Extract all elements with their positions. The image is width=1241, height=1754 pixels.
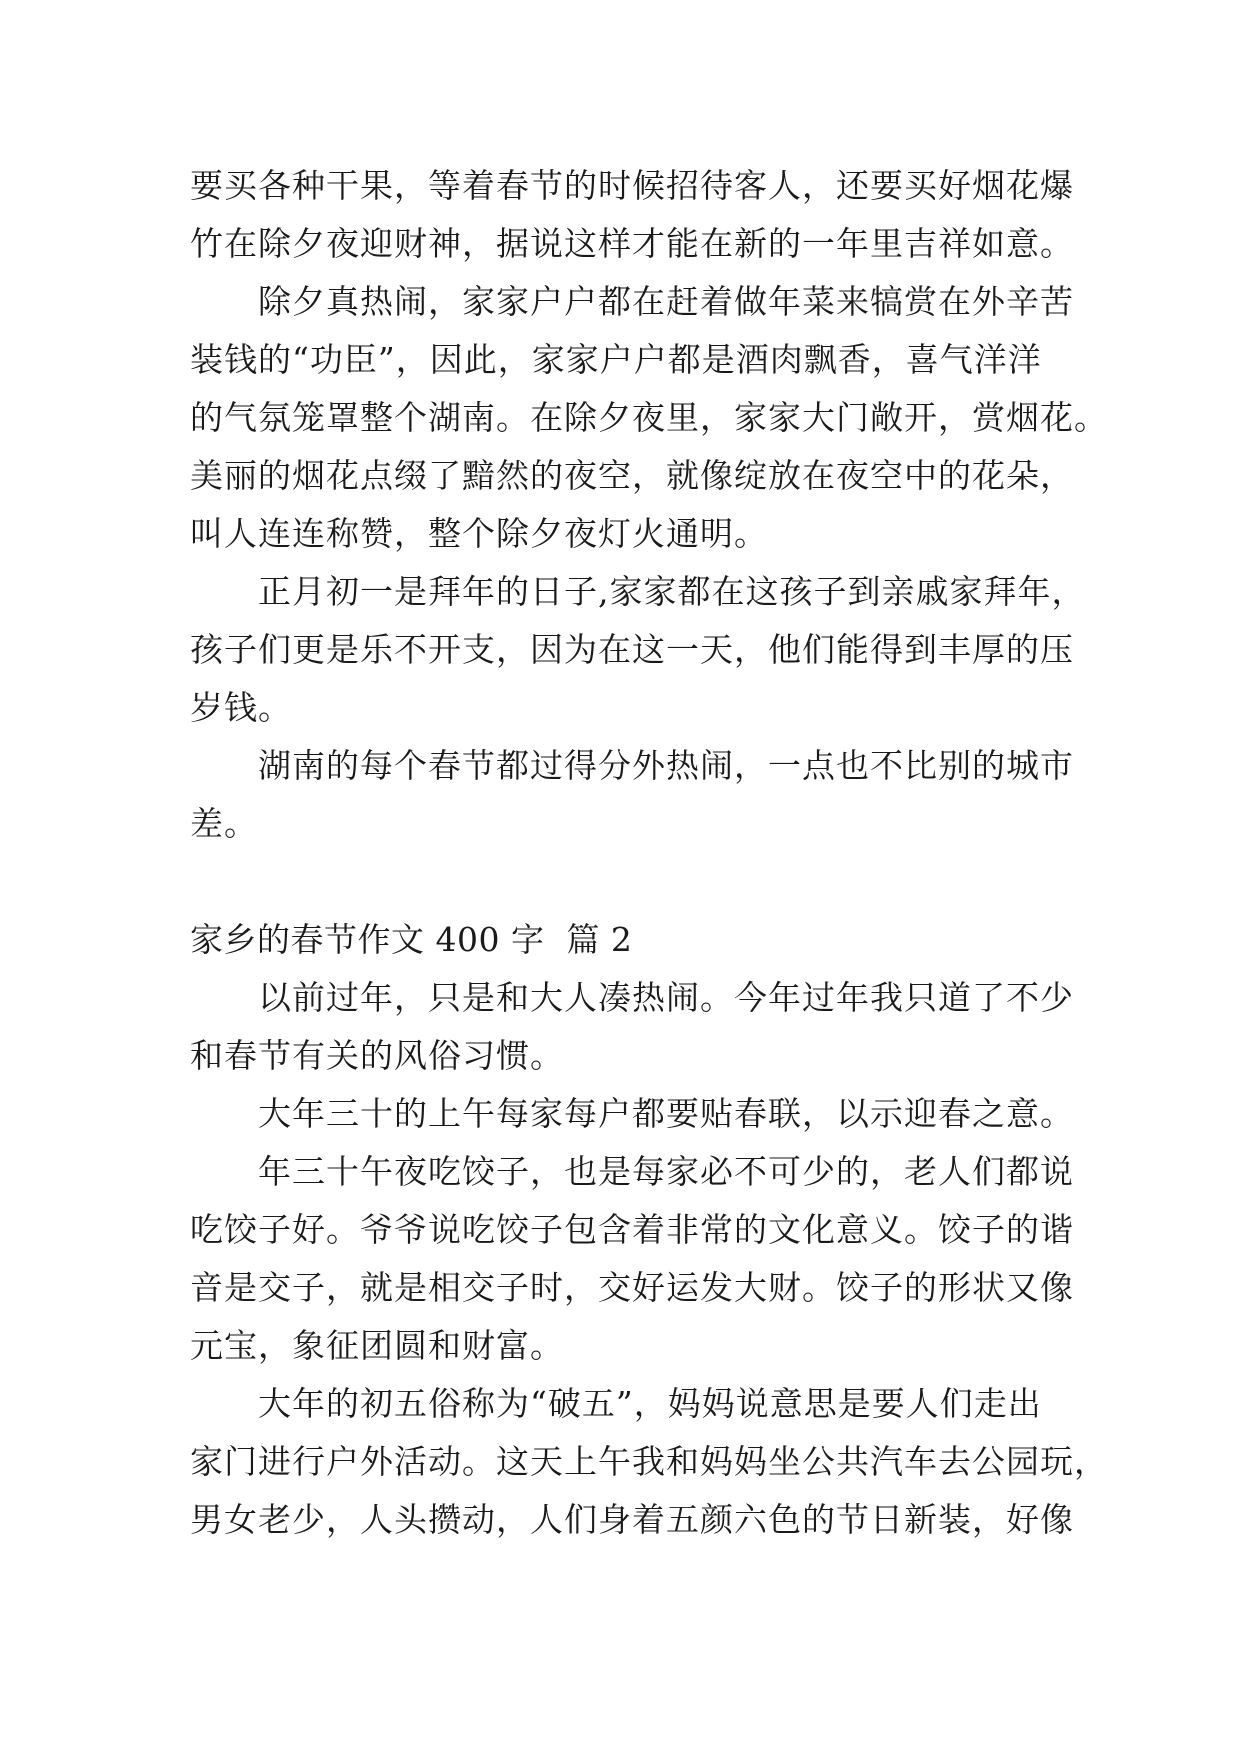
paragraph-line: 以前过年，只是和大人凑热闹。今年过年我只道了不少: [190, 978, 1074, 1017]
paragraph-line: 要买各种干果，等着春节的时候招待客人，还要买好烟花爆: [190, 166, 1074, 205]
paragraph-line: 孩子们更是乐不开支，因为在这一天，他们能得到丰厚的压: [190, 630, 1074, 669]
paragraph-line: 除夕真热闹，家家户户都在赶着做年菜来犒赏在外辛苦: [190, 282, 1074, 321]
paragraph-line: 家门进行户外活动。这天上午我和妈妈坐公共汽车去公园玩，: [190, 1442, 1108, 1481]
paragraph-line: 装钱的“功臣”，因此，家家户户都是酒肉飘香，喜气洋洋: [190, 340, 1042, 379]
paragraph-line: 竹在除夕夜迎财神，据说这样才能在新的一年里吉祥如意。: [190, 224, 1074, 263]
paragraph-line: 大年的初五俗称为“破五”，妈妈说意思是要人们走出: [190, 1384, 1042, 1423]
paragraph-line: 的气氛笼罩整个湖南。在除夕夜里，家家大门敞开，赏烟花。: [190, 398, 1108, 437]
paragraph-line: 音是交子，就是相交子时，交好运发大财。饺子的形状又像: [190, 1268, 1074, 1307]
paragraph-line: 和春节有关的风俗习惯。: [190, 1036, 564, 1075]
paragraph-line: 正月初一是拜年的日子,家家都在这孩子到亲戚家拜年，: [190, 572, 1086, 611]
paragraph-line: 岁钱。: [190, 688, 292, 727]
paragraph-line: 美丽的烟花点缀了黯然的夜空，就像绽放在夜空中的花朵，: [190, 456, 1074, 495]
paragraph-line: 差。: [190, 804, 258, 843]
paragraph-line: 湖南的每个春节都过得分外热闹，一点也不比别的城市: [190, 746, 1074, 785]
paragraph-line: 叫人连连称赞，整个除夕夜灯火通明。: [190, 514, 768, 553]
section-heading: 家乡的春节作文 400 字 篇 2: [190, 920, 633, 959]
paragraph-line: 元宝，象征团圆和财富。: [190, 1326, 564, 1365]
paragraph-line: 大年三十的上午每家每户都要贴春联，以示迎春之意。: [190, 1094, 1074, 1133]
paragraph-line: 吃饺子好。爷爷说吃饺子包含着非常的文化意义。饺子的谐: [190, 1210, 1074, 1249]
paragraph-line: 男女老少，人头攒动，人们身着五颜六色的节日新装，好像: [190, 1500, 1074, 1539]
paragraph-line: 年三十午夜吃饺子，也是每家必不可少的，老人们都说: [190, 1152, 1074, 1191]
